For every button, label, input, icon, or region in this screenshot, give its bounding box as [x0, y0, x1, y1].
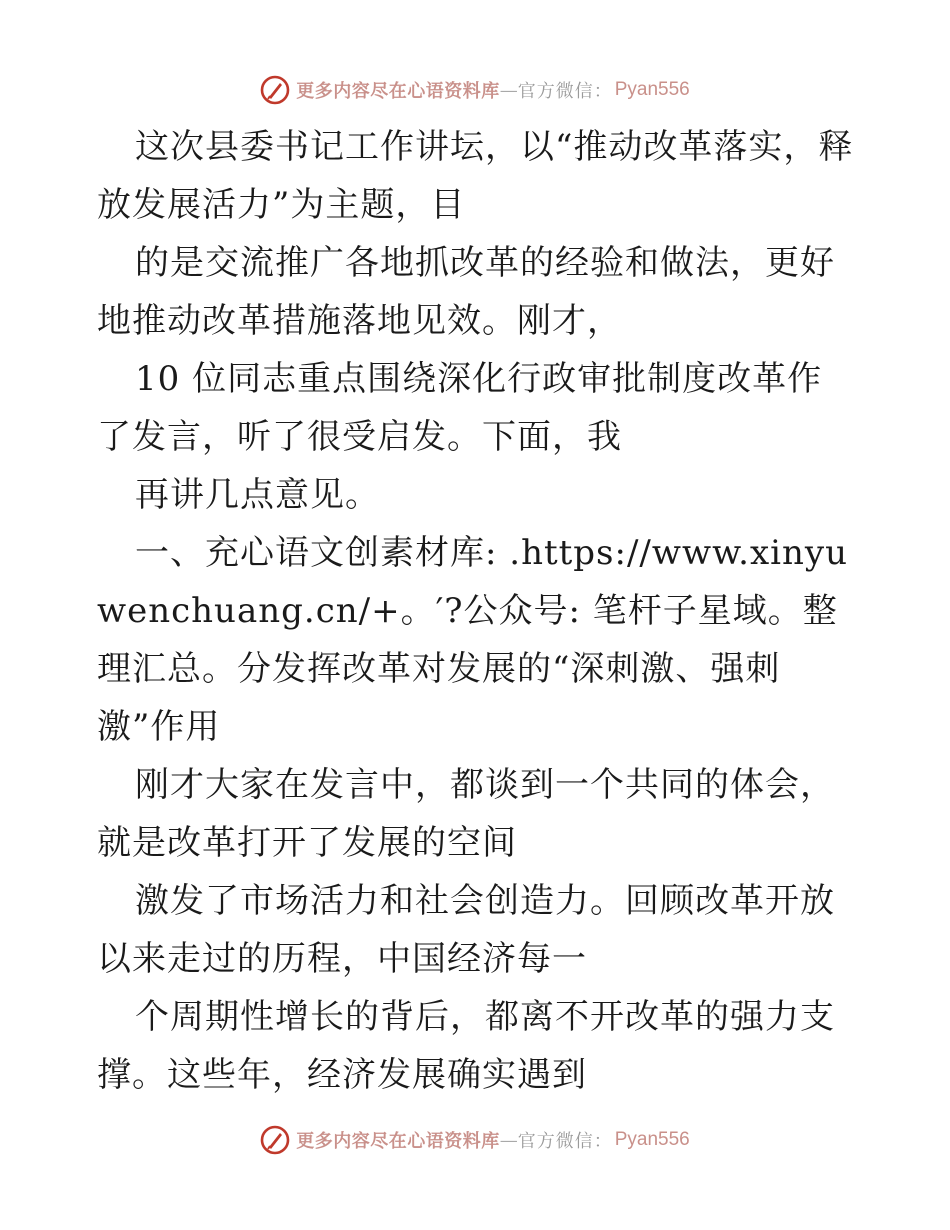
body-paragraph: 10 位同志重点围绕深化行政审批制度改革作了发言，听了很受启发。下面，我	[97, 359, 823, 457]
body-paragraph: 的是交流推广各地抓改革的经验和做法，更好地推动改革措施落地见效。刚才，	[97, 243, 835, 341]
body-paragraph: 这次县委书记工作讲坛，以“推动改革落实，释放发展活力”为主题，目	[97, 127, 854, 225]
body-paragraph: 刚才大家在发言中，都谈到一个共同的体会，就是改革打开了发展的空间	[97, 765, 835, 863]
banner-separator: —	[499, 1129, 518, 1151]
footer-watermark-banner	[0, 1120, 950, 1160]
quill-logo-icon	[260, 75, 290, 105]
body-paragraph: 再讲几点意见。	[135, 475, 380, 515]
banner-wechat-id: Pyan556	[614, 1129, 690, 1150]
quill-logo-icon	[260, 1125, 290, 1155]
banner-title: 更多内容尽在心语资料库	[296, 1131, 500, 1152]
document-body	[97, 118, 857, 1104]
banner-title: 更多内容尽在心语资料库	[296, 81, 500, 102]
body-paragraph: 激发了市场活力和社会创造力。回顾改革开放以来走过的历程，中国经济每一	[97, 881, 835, 979]
banner-separator: —	[499, 79, 518, 101]
body-paragraph: 个周期性增长的背后，都离不开改革的强力支撑。这些年，经济发展确实遇到	[97, 997, 835, 1095]
banner-wechat-label: 官方微信：	[517, 81, 613, 102]
banner-wechat-id: Pyan556	[614, 79, 690, 100]
header-watermark-banner	[0, 70, 950, 110]
banner-wechat-label: 官方微信：	[517, 1131, 613, 1152]
body-paragraph: 一、充心语文创素材库: .https://www.xinyuwenchuang.cn/+。′?公众号: 笔杆子星域。整理汇总。分发挥改革对发展的“深刺激、强刺激”作用	[97, 533, 849, 747]
